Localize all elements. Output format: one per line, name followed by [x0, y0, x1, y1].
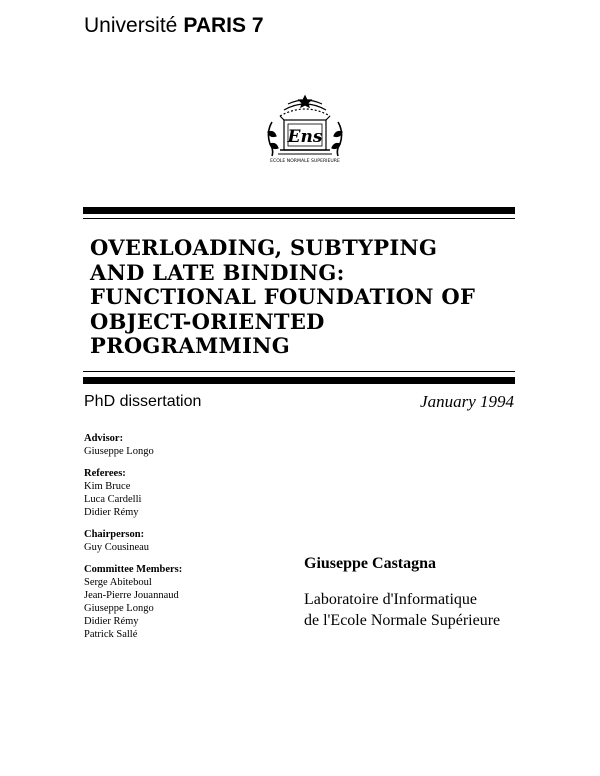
title-line: OVERLOADING, SUBTYPING	[90, 235, 438, 260]
referees-group	[84, 467, 182, 519]
member-name: Didier Rémy	[84, 616, 139, 627]
title-line: OBJECT-ORIENTED	[90, 308, 325, 334]
university-seal-icon	[258, 92, 352, 166]
university-name-bold: PARIS 7	[183, 14, 264, 37]
svg-text:ECOLE NORMALE SUPERIEURE: ECOLE NORMALE SUPERIEURE	[270, 159, 340, 164]
chairperson-heading: Chairperson:	[84, 529, 145, 540]
affiliation	[304, 589, 500, 631]
affiliation-line: de l'Ecole Normale Supérieure	[304, 612, 501, 629]
member-name: Serge Abiteboul	[84, 577, 152, 588]
members-heading: Committee Members:	[84, 564, 183, 575]
advisor-name: Giuseppe Longo	[84, 446, 154, 457]
member-name: Patrick Sallé	[84, 629, 138, 640]
committee-list	[84, 432, 182, 650]
referee-name: Luca Cardelli	[84, 494, 142, 505]
top-thick-rule	[83, 207, 515, 214]
chairperson-group	[84, 528, 182, 554]
referees-heading: Referees:	[84, 468, 126, 479]
top-thin-rule	[83, 218, 515, 219]
title-line: FUNCTIONAL FOUNDATION OF	[90, 284, 476, 309]
document-type: PhD dissertation	[84, 393, 202, 410]
referee-name: Kim Bruce	[84, 481, 131, 492]
advisor-heading: Advisor:	[84, 433, 124, 444]
svg-text:Ens: Ens	[287, 127, 323, 147]
author-name: Giuseppe Castagna	[304, 555, 437, 572]
title-line: AND LATE BINDING:	[90, 259, 345, 285]
member-name: Jean-Pierre Jouannaud	[84, 590, 179, 601]
chairperson-name: Guy Cousineau	[84, 542, 150, 553]
member-name: Giuseppe Longo	[84, 603, 154, 614]
university-header	[84, 12, 264, 40]
affiliation-line: Laboratoire d'Informatique	[304, 591, 478, 608]
title-line: PROGRAMMING	[90, 333, 290, 358]
thesis-title	[90, 236, 510, 359]
publication-date: January 1994	[420, 392, 514, 411]
bottom-thin-rule	[83, 371, 515, 372]
referee-name: Didier Rémy	[84, 507, 139, 518]
bottom-thick-rule	[83, 377, 515, 384]
advisor-group	[84, 432, 182, 458]
university-name: Université	[84, 14, 178, 37]
members-group	[84, 563, 182, 641]
